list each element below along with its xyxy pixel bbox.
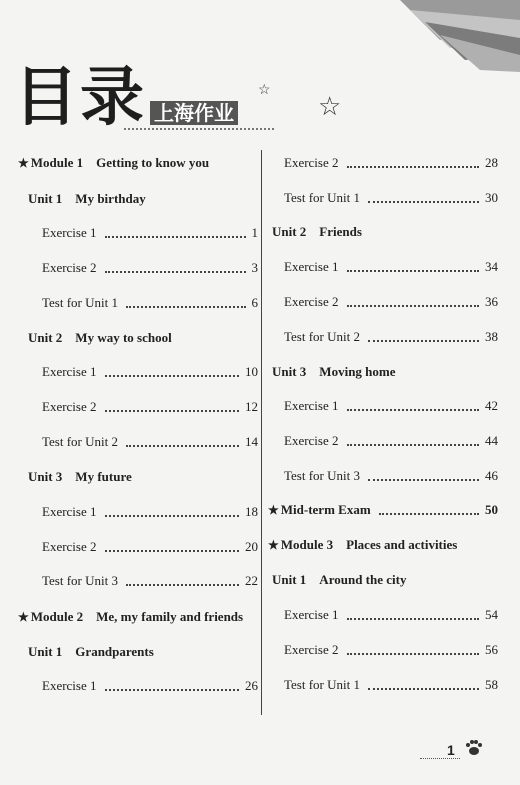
toc-module-label	[18, 608, 243, 626]
toc-label-text: Test for Unit 1	[42, 295, 118, 310]
toc-page-number: 46	[485, 468, 498, 483]
toc-label-text: Unit 1 Grandparents	[28, 644, 154, 659]
toc-leader-dots	[105, 503, 239, 517]
toc-leader-dots	[126, 433, 239, 447]
toc-label-text: Exercise 2	[42, 539, 97, 554]
toc-label-text: Unit 1 My birthday	[28, 191, 146, 206]
toc-label-text: Module 3 Places and activities	[280, 537, 458, 552]
toc-entry-label	[42, 363, 97, 381]
toc-leader-dots	[105, 398, 239, 412]
toc-unit-label	[28, 643, 154, 661]
toc-leader-dots	[347, 258, 479, 272]
toc-exam-label	[268, 501, 371, 519]
toc-label-text: Exercise 2	[284, 155, 339, 170]
toc-label-text: Unit 3 Moving home	[272, 364, 396, 379]
toc-label-text: Exercise 1	[284, 398, 339, 413]
toc-label-text: Mid-term Exam	[280, 502, 371, 517]
column-divider	[261, 150, 262, 715]
footer-dotted-line	[420, 758, 460, 759]
toc-page-number: 1	[251, 225, 258, 240]
toc-page-number: 56	[485, 642, 498, 657]
toc-leader-dots	[347, 606, 479, 620]
toc-label-text: Exercise 1	[42, 678, 97, 693]
toc-leader-dots	[347, 154, 479, 168]
toc-label-text: Exercise 1	[42, 225, 97, 240]
toc-leader-dots	[105, 224, 246, 238]
toc-entry-label	[284, 432, 339, 450]
toc-module-label	[268, 536, 457, 554]
toc-label-text: Unit 1 Around the city	[272, 572, 407, 587]
star-bullet-icon: ★	[268, 503, 279, 517]
toc-entry-label	[284, 258, 339, 276]
star-bullet-icon: ★	[268, 538, 279, 552]
toc-leader-dots	[368, 328, 479, 342]
toc-entry-label	[42, 259, 97, 277]
toc-entry-label	[284, 293, 339, 311]
toc-page-number: 36	[485, 294, 498, 309]
toc-page-number: 30	[485, 190, 498, 205]
toc-unit-label	[28, 468, 132, 486]
toc-label-text: Exercise 2	[42, 260, 97, 275]
page-title: 目录	[14, 61, 146, 135]
toc-entry-label	[42, 398, 97, 416]
toc-page-number: 26	[245, 678, 258, 693]
toc-entry-label	[284, 641, 339, 659]
toc-leader-dots	[368, 676, 479, 690]
star-outline-icon: ☆	[318, 92, 342, 121]
toc-page-number: 38	[485, 329, 498, 344]
toc-label-text: Exercise 2	[42, 399, 97, 414]
toc-label-text: Unit 2 My way to school	[28, 330, 172, 345]
toc-leader-dots	[126, 294, 246, 308]
toc-page-number: 3	[251, 260, 258, 275]
page-number: 1	[447, 742, 455, 758]
toc-leader-dots	[105, 538, 239, 552]
toc-page-number: 10	[245, 364, 258, 379]
toc-unit-label	[28, 190, 146, 208]
toc-module-label	[18, 154, 209, 172]
pencils-decoration	[380, 0, 520, 75]
toc-label-text: Module 2 Me, my family and friends	[30, 609, 244, 624]
toc-label-text: Exercise 1	[42, 504, 97, 519]
toc-entry-label	[42, 503, 97, 521]
toc-entry-label	[42, 677, 97, 695]
toc-label-text: Test for Unit 3	[284, 468, 360, 483]
toc-leader-dots	[347, 397, 479, 411]
toc-page-number: 28	[485, 155, 498, 170]
star-bullet-icon: ★	[18, 156, 29, 170]
toc-leader-dots	[105, 677, 239, 691]
toc-label-text: Test for Unit 1	[284, 677, 360, 692]
star-bullet-icon: ★	[18, 610, 29, 624]
toc-label-text: Test for Unit 2	[42, 434, 118, 449]
star-icon: ☆	[258, 83, 271, 98]
toc-label-text: Exercise 2	[284, 433, 339, 448]
toc-entry-label	[42, 294, 118, 312]
toc-entry-label	[42, 433, 118, 451]
page-subtitle: 上海作业	[150, 101, 238, 125]
toc-page-number: 6	[251, 295, 258, 310]
toc-label-text: Unit 3 My future	[28, 469, 132, 484]
toc-unit-label	[272, 223, 362, 241]
toc-entry-label	[284, 676, 360, 694]
toc-entry-label	[284, 328, 360, 346]
toc-unit-label	[28, 329, 172, 347]
toc-leader-dots	[379, 501, 479, 515]
toc-label-text: Exercise 2	[284, 294, 339, 309]
toc-leader-dots	[126, 572, 239, 586]
toc-leader-dots	[368, 189, 479, 203]
toc-page-number: 42	[485, 398, 498, 413]
toc-entry-label	[284, 154, 339, 172]
toc-page-number: 44	[485, 433, 498, 448]
toc-label-text: Module 1 Getting to know you	[30, 155, 210, 170]
toc-label-text: Exercise 2	[284, 642, 339, 657]
toc-label-text: Exercise 1	[42, 364, 97, 379]
toc-label-text: Test for Unit 3	[42, 573, 118, 588]
toc-label-text: Exercise 1	[284, 259, 339, 274]
toc-page-number: 22	[245, 573, 258, 588]
toc-entry-label	[42, 538, 97, 556]
paw-icon	[464, 738, 484, 758]
toc-entry-label	[42, 572, 118, 590]
toc-page-number: 50	[485, 502, 498, 517]
toc-leader-dots	[105, 259, 246, 273]
toc-entry-label	[42, 224, 97, 242]
toc-leader-dots	[347, 641, 479, 655]
toc-entry-label	[284, 397, 339, 415]
toc-label-text: Unit 2 Friends	[272, 224, 362, 239]
toc-leader-dots	[105, 363, 239, 377]
toc-page-number: 18	[245, 504, 258, 519]
toc-label-text: Exercise 1	[284, 607, 339, 622]
toc-leader-dots	[368, 467, 479, 481]
toc-unit-label	[272, 363, 396, 381]
toc-label-text: Test for Unit 2	[284, 329, 360, 344]
toc-unit-label	[272, 571, 406, 589]
toc-label-text: Test for Unit 1	[284, 190, 360, 205]
toc-entry-label	[284, 189, 360, 207]
toc-leader-dots	[347, 432, 479, 446]
toc-page-number: 12	[245, 399, 258, 414]
toc-entry-label	[284, 467, 360, 485]
toc-page-number: 20	[245, 539, 258, 554]
toc-page-number: 54	[485, 607, 498, 622]
toc-page-number: 34	[485, 259, 498, 274]
toc-page-number: 14	[245, 434, 258, 449]
toc-entry-label	[284, 606, 339, 624]
toc-page-number: 58	[485, 677, 498, 692]
toc-leader-dots	[347, 293, 479, 307]
title-underline	[124, 128, 274, 130]
